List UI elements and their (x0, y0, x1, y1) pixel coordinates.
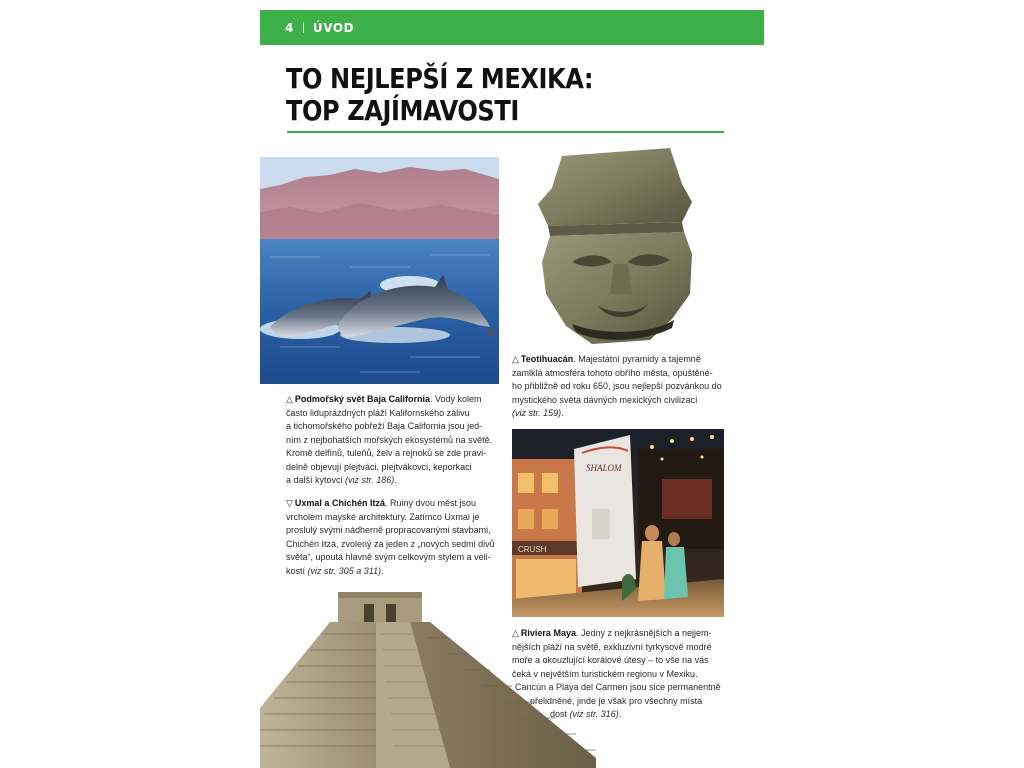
dolphins-illustration (260, 157, 499, 384)
page-reference: (viz str. 186) (345, 475, 395, 485)
triangle-down-icon: ▽ (286, 498, 293, 508)
caption-baja-california: △ Podmořský svět Baja California. Vody kolem často liduprázdných pláží Kalifornského zálivu a tichomořského pobřeží Baja California jsou jed- ním z nejbohatších mořských ekosystémů na světě. Kromě delfínů, tuleňů, želv a rejnoků se zde pravi- delně objevují plejtváci, plejtvákovci, keporkaci a další kytovci (viz str. 186). (286, 394, 493, 485)
photo-teotihuacan-mask (532, 144, 702, 350)
triangle-up-icon: △ (286, 394, 293, 404)
sign-crush: CRUSH (518, 545, 547, 554)
triangle-up-icon: △ (512, 354, 519, 364)
night-street-illustration (512, 429, 724, 617)
caption-heading: Podmořský svět Baja California (294, 394, 430, 404)
photo-dolphins-baja (260, 157, 499, 384)
caption-heading: Teotihuacán (520, 354, 574, 364)
page-number: 4 (285, 20, 294, 35)
page-title-line-1: TO NEJLEPŠÍ Z MEXIKA: (286, 62, 594, 95)
caption-heading: Uxmal a Chichén Itzá (294, 498, 385, 508)
caption-riviera-maya: △ Riviera Maya. Jedny z nejkrásnějších a nejjem- nějších pláží na světě, exkluzivní tyrkysově modré moře a okouzlující korálové útesy – to vše na vás čeká v největším turistickém regionu v Mexiku. Cancún a Playa del Carmen jsou sice permanentně přelidněné, jinde je však pro všechny místa dost (viz str. 316). (512, 628, 721, 719)
section-header-bar (260, 10, 764, 45)
caption-teotihuacan: △ Teotihuacán. Majestátní pyramidy a tajemně zamlklá atmosféra tohoto obřího města, opuštěné- ho přibližně od roku 650, jsou nejlepší pozvánkou do mystického světa dávných mexických civilizací (viz str. 159). (512, 354, 722, 418)
page-reference: (viz str. 305 a 311) (307, 565, 382, 576)
title-underline (287, 131, 724, 133)
caption-heading: Riviera Maya (520, 628, 576, 638)
page-title-line-2: TOP ZAJÍMAVOSTI (286, 94, 519, 127)
page-reference: (viz str. 159) (512, 408, 562, 418)
caption-uxmal-chichen-itza: ▽ Uxmal a Chichén Itzá. Ruiny dvou měst jsou vrcholem mayské architektury. Zatímco Uxmal je proslulý svými nádherně propracovanými stavbami, Chichén Itzá, zvolený za jeden z „nových sedmi divů světa“, upoutá hlavně svým celkovým stylem a veli- kostí (viz str. 305 a 311). (286, 498, 495, 576)
sign-shalom: SHALOM (586, 463, 622, 473)
photo-riviera-maya-street (512, 429, 724, 617)
page-title (286, 63, 664, 127)
header-divider (303, 22, 304, 33)
pyramid-illustration (260, 590, 596, 768)
page-reference: (viz str. 316) (569, 709, 619, 719)
photo-chichen-itza-pyramid (260, 590, 596, 768)
stone-mask-illustration (532, 144, 702, 350)
section-name: ÚVOD (312, 20, 355, 35)
triangle-up-icon: △ (512, 628, 519, 638)
